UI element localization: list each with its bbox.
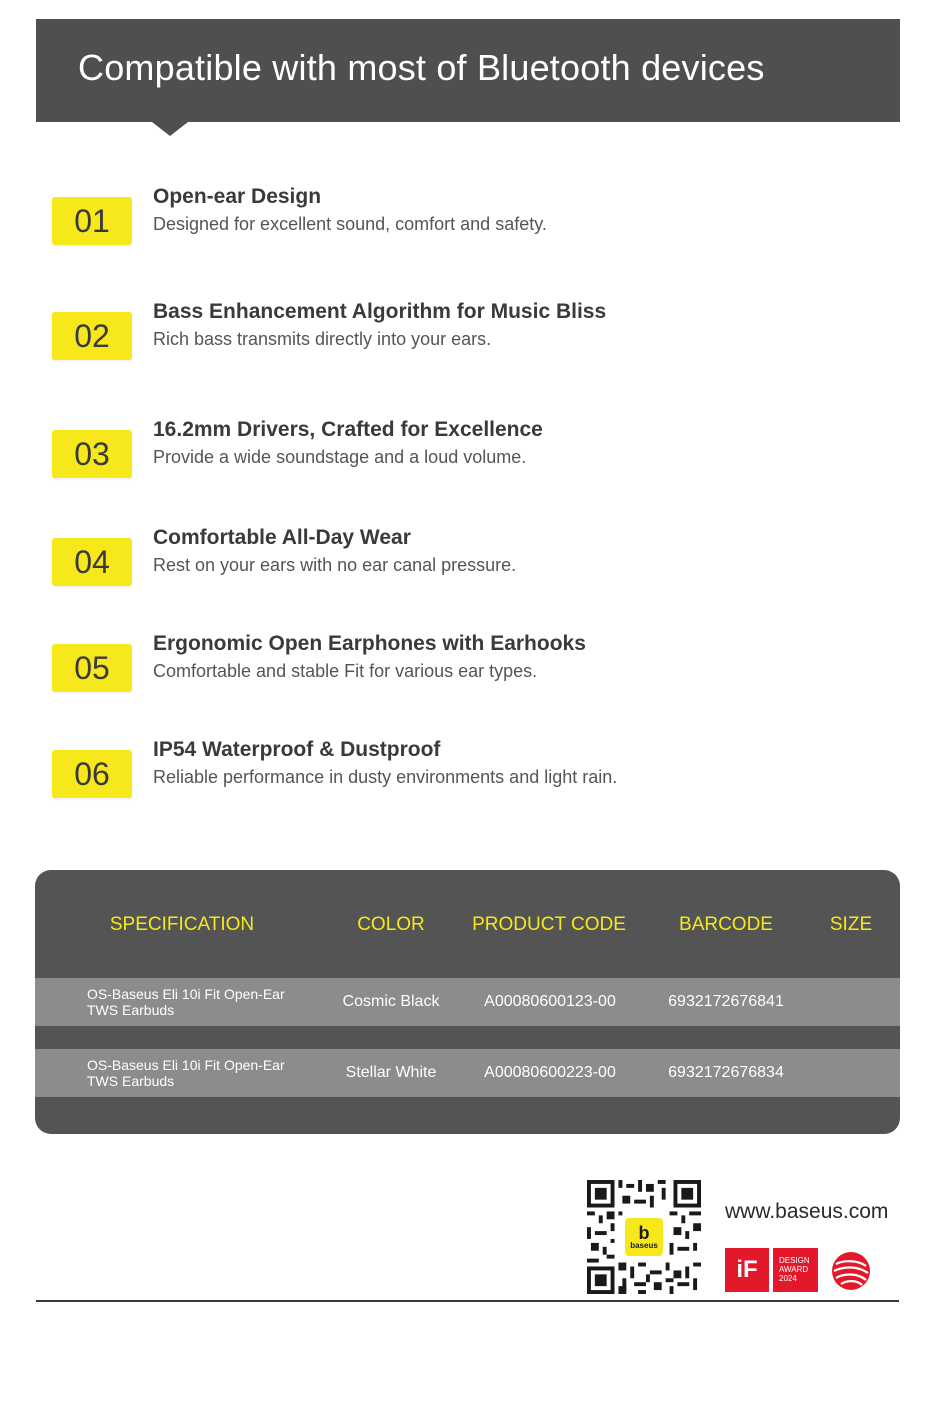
header-size: SIZE — [829, 914, 873, 935]
logo-word: baseus — [630, 1240, 658, 1250]
table-row — [35, 1049, 900, 1097]
spec-table — [35, 870, 900, 1134]
feature-number-badge: 02 — [52, 312, 132, 360]
feature-number-badge: 06 — [52, 750, 132, 798]
cell-color: Cosmic Black — [342, 993, 440, 1010]
feature-title: Open-ear Design — [153, 185, 322, 208]
cell-color: Stellar White — [345, 1064, 437, 1081]
feature-title: Bass Enhancement Algorithm for Music Bliss — [153, 300, 607, 323]
spec-line-1: OS-Baseus Eli 10i Fit Open-Ear — [87, 1057, 285, 1073]
feature-description: Reliable performance in dusty environments and light rain. — [153, 767, 618, 787]
feature-title: Ergonomic Open Earphones with Earhooks — [153, 632, 586, 655]
header-barcode: BARCODE — [679, 914, 773, 935]
cell-barcode: 6932172676834 — [668, 1064, 784, 1081]
feature-item — [0, 300, 930, 382]
award-line-1: DESIGN — [779, 1256, 810, 1265]
header-color: COLOR — [357, 914, 425, 935]
feature-number-badge: 01 — [52, 197, 132, 245]
feature-item — [0, 738, 930, 820]
footer-divider — [36, 1300, 899, 1302]
feature-title: IP54 Waterproof & Dustproof — [153, 738, 441, 761]
feature-description: Rest on your ears with no ear canal pressure. — [153, 555, 517, 575]
spec-table-header — [35, 870, 900, 977]
spec-line-2: TWS Earbuds — [87, 1073, 175, 1089]
feature-description: Rich bass transmits directly into your ears. — [153, 329, 492, 349]
feature-number-badge: 05 — [52, 644, 132, 692]
banner-title: Compatible with most of Bluetooth devices — [78, 47, 765, 88]
qr-code[interactable] — [587, 1180, 701, 1294]
banner-pointer — [152, 122, 188, 136]
website-link[interactable]: www.baseus.com — [725, 1200, 889, 1223]
cell-product-code: A00080600223-00 — [484, 1064, 616, 1081]
feature-item — [0, 632, 930, 714]
cell-specification — [87, 1057, 317, 1089]
feature-title: 16.2mm Drivers, Crafted for Excellence — [153, 418, 543, 441]
table-row — [35, 978, 900, 1026]
header-product-code: PRODUCT CODE — [472, 914, 626, 935]
reddot-award-icon — [830, 1250, 872, 1292]
feature-number-badge: 03 — [52, 430, 132, 478]
spec-line-2: TWS Earbuds — [87, 1002, 175, 1018]
feature-description: Provide a wide soundstage and a loud volume. — [153, 447, 527, 467]
logo-letter: b — [638, 1222, 650, 1243]
cell-product-code: A00080600123-00 — [484, 993, 616, 1010]
feature-description: Comfortable and stable Fit for various ear types. — [153, 661, 538, 681]
feature-item — [0, 185, 930, 267]
spec-line-1: OS-Baseus Eli 10i Fit Open-Ear — [87, 986, 285, 1002]
award-line-3: 2024 — [779, 1274, 797, 1283]
feature-description: Designed for excellent sound, comfort and safety. — [153, 214, 547, 234]
header-banner — [36, 19, 900, 122]
feature-number-badge: 04 — [52, 538, 132, 586]
header-specification: SPECIFICATION — [109, 914, 255, 935]
cell-barcode: 6932172676841 — [668, 993, 784, 1010]
design-award-icon — [773, 1248, 818, 1292]
if-logo-icon: iF — [725, 1248, 769, 1292]
feature-item — [0, 418, 930, 500]
feature-title: Comfortable All-Day Wear — [153, 526, 411, 549]
feature-item — [0, 526, 930, 608]
cell-specification — [87, 986, 317, 1018]
baseus-logo-icon — [625, 1218, 663, 1256]
award-line-2: AWARD — [779, 1265, 809, 1274]
